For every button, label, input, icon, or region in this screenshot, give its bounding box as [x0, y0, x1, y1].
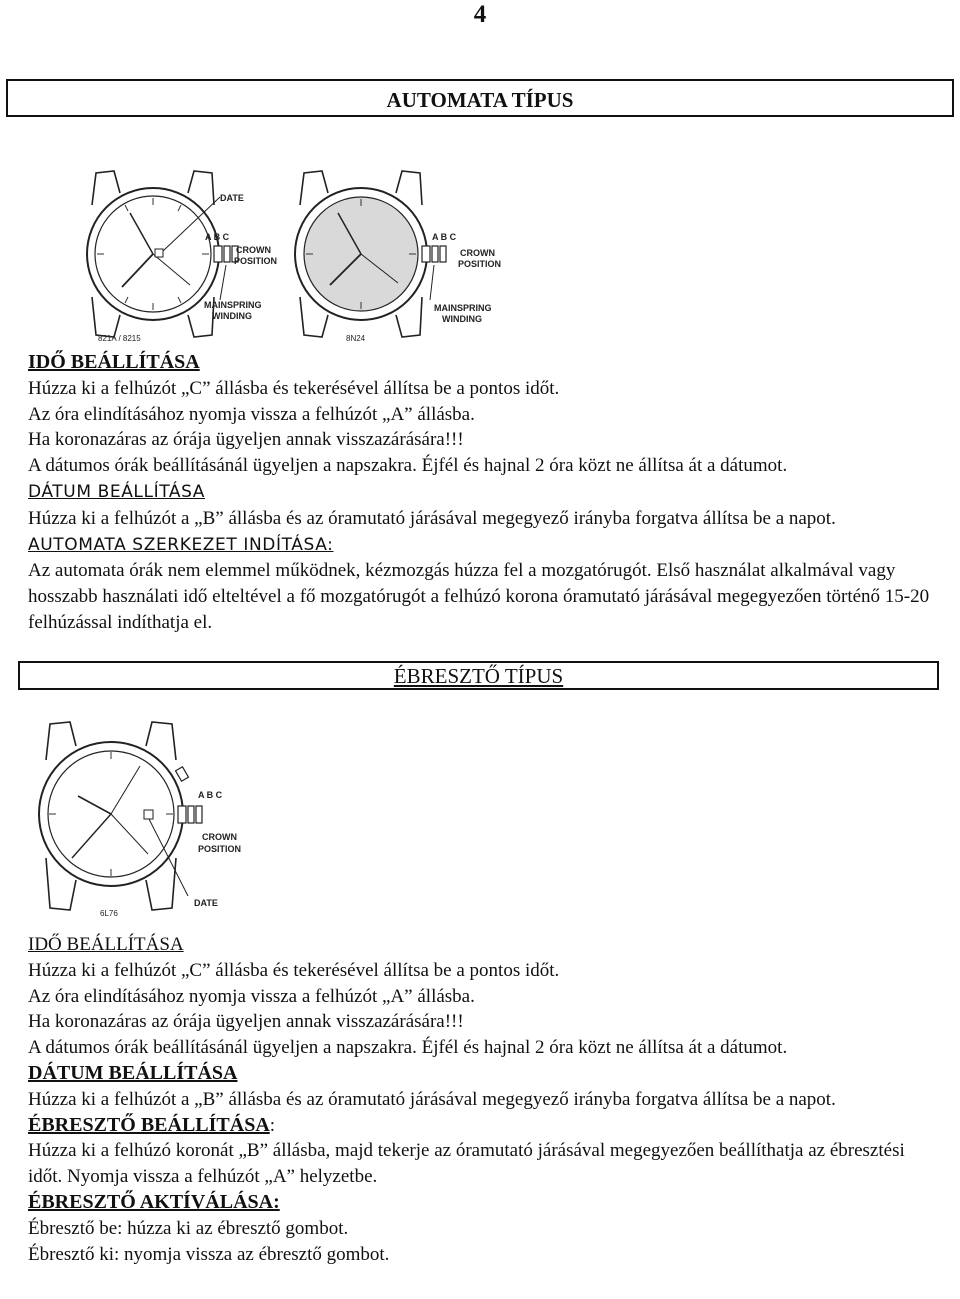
alarm-setting-heading: ÉBRESZTŐ BEÁLLÍTÁSA — [28, 1113, 270, 1136]
time-line-3: Ha koronazáras az órája ügyeljen annak visszazárására!!! — [28, 429, 464, 451]
date-setting-heading: DÁTUM BEÁLLÍTÁSA — [28, 481, 206, 502]
watch-diagram-alarm — [22, 718, 252, 918]
time-line-4: A dátumos órák beállításánál ügyeljen a napszakra. Éjfél és hajnal 2 óra közt ne állítsa át a dátumot. — [28, 1037, 788, 1059]
automatic-start-heading: AUTOMATA SZERKEZET INDÍTÁSA: — [28, 534, 334, 555]
date-label: DATE — [220, 193, 244, 203]
winding-label: WINDING — [212, 311, 252, 321]
date-setting-text: Húzza ki a felhúzót a „B” állásba és az óramutató járásával megegyező irányba forgatva állítsa be a napot. — [28, 507, 836, 529]
alarm-setting-text: Húzza ki a felhúzó koronát „B” állásba, majd tekerje az óramutató járásával megegyezően beállíthatja az ébresztési időt. Nyomja vissza a felhúzót „A” helyzetbe. — [28, 1140, 905, 1188]
time-setting-heading: IDŐ BEÁLLÍTÁSA — [28, 351, 200, 373]
time-line-3: Ha koronazáras az órája ügyeljen annak visszazárására!!! — [28, 1011, 464, 1033]
time-line-1: Húzza ki a felhúzót „C” állásba és tekerésével állítsa be a pontos időt. — [28, 377, 560, 399]
date-setting-text: Húzza ki a felhúzót a „B” állásba és az óramutató járásával megegyező irányba forgatva állítsa be a napot. — [28, 1088, 836, 1110]
alarm-activation-heading: ÉBRESZTŐ AKTÍVÁLÁSA: — [28, 1190, 280, 1213]
model-label: 6L76 — [100, 909, 118, 918]
mainspring-label: MAINSPRING — [434, 303, 492, 313]
model-label: 8N24 — [346, 334, 366, 343]
page-number: 4 — [473, 1, 487, 28]
position-label: POSITION — [234, 256, 278, 266]
alarm-instructions — [28, 932, 933, 1267]
time-line-1: Húzza ki a felhúzót „C” állásba és tekerésével állítsa be a pontos időt. — [28, 959, 560, 981]
watch-diagram-automatic-1 — [60, 165, 290, 345]
abc-label: A B C — [198, 790, 223, 800]
date-label: DATE — [194, 898, 218, 908]
model-label: 821A / 8215 — [98, 334, 141, 343]
section-title-alarm-text: ÉBRESZTŐ TÍPUS — [393, 664, 564, 688]
position-label: POSITION — [198, 844, 242, 854]
date-setting-heading: DÁTUM BEÁLLÍTÁSA — [28, 1061, 238, 1084]
winding-label: WINDING — [442, 314, 482, 324]
mainspring-label: MAINSPRING — [204, 300, 262, 310]
watch-diagram-automatic-2 — [280, 165, 510, 345]
abc-label: A B C — [432, 232, 457, 242]
automatic-start-text: Az automata órák nem elemmel működnek, kézmozgás húzza fel a mozgatórugót. Első használat alkalmával vagy hosszabb használati idő elteltével a fő mozgatórugót a felhúzó korona óramutató járásával megegyezően történő 15-20 felhúzással indíthatja el. — [28, 560, 930, 633]
section-title-automata: AUTOMATA TÍPUS — [6, 79, 954, 117]
position-label: POSITION — [458, 259, 502, 269]
automata-instructions — [28, 350, 933, 636]
alarm-heading-colon: : — [269, 1114, 276, 1136]
crown-label: CROWN — [202, 832, 237, 842]
time-setting-heading: IDŐ BEÁLLÍTÁSA — [28, 934, 184, 955]
alarm-on-text: Ébresztő be: húzza ki az ébresztő gombot. — [28, 1217, 349, 1239]
abc-label: A B C — [205, 232, 230, 242]
crown-label: CROWN — [236, 245, 271, 255]
alarm-off-text: Ébresztő ki: nyomja vissza az ébresztő gombot. — [28, 1243, 390, 1265]
section-title-alarm — [18, 661, 939, 690]
time-line-2: Az óra elindításához nyomja vissza a felhúzót „A” állásba. — [28, 985, 475, 1007]
time-line-4: A dátumos órák beállításánál ügyeljen a napszakra. Éjfél és hajnal 2 óra közt ne állítsa át a dátumot. — [28, 455, 788, 477]
crown-label: CROWN — [460, 248, 495, 258]
time-line-2: Az óra elindításához nyomja vissza a felhúzót „A” állásba. — [28, 403, 475, 425]
